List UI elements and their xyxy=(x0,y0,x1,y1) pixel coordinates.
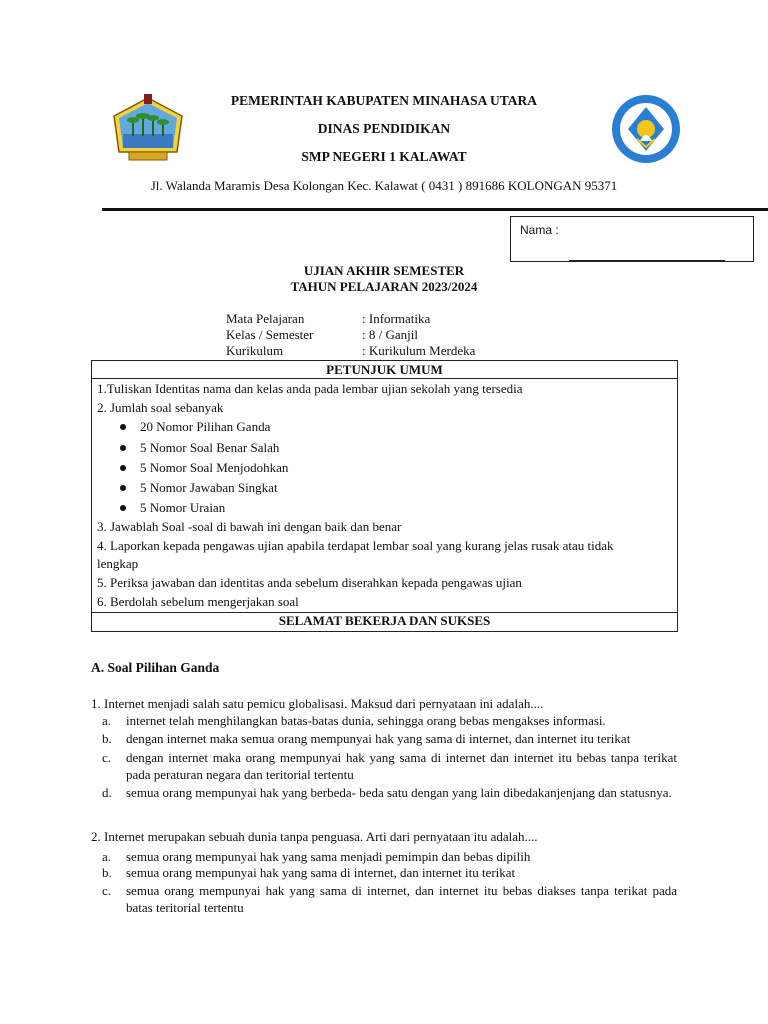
name-underline xyxy=(569,260,725,261)
answer-option[interactable] xyxy=(102,882,677,916)
option-letter: a. xyxy=(102,713,112,728)
option-text: semua orang mempunyai hak yang sama di internet, dan internet itu bebas diakses tanpa terikat pada batas teritorial tertentu xyxy=(126,883,677,915)
instruction-4: 4. Laporkan kepada pengawas ujian apabila terdapat lembar soal yang kurang jelas rusak atau tidak xyxy=(97,538,614,553)
meta-value: : Kurikulum Merdeka xyxy=(362,343,476,358)
answer-option[interactable] xyxy=(102,730,677,747)
list-item: 20 Nomor Pilihan Ganda xyxy=(120,419,270,435)
header-divider xyxy=(102,208,768,211)
option-text: internet telah menghilangkan batas-batas dunia, sehingga orang bebas mengakses informasi. xyxy=(126,713,606,728)
option-letter: c. xyxy=(102,883,112,898)
meta-key: Kelas / Semester xyxy=(226,327,314,342)
answer-option[interactable] xyxy=(102,712,677,729)
meta-key: Kurikulum xyxy=(226,343,284,358)
option-text: dengan internet maka orang mempunyai hak yang sama di internet dan internet itu bebas tanpa terikat pada peraturan negara dan teritorial tertentu xyxy=(126,750,677,782)
name-label: Nama : xyxy=(520,223,559,237)
question-2: 2. Internet merupakan sebuah dunia tanpa penguasa. Arti dari pernyataan itu adalah.... xyxy=(91,829,538,844)
instructions-title: PETUNJUK UMUM xyxy=(326,362,443,377)
bullet-icon xyxy=(120,485,126,491)
meta-key: Mata Pelajaran xyxy=(226,311,305,326)
option-letter: b. xyxy=(102,865,112,880)
meta-value: : Informatika xyxy=(362,311,431,326)
bullet-icon xyxy=(120,505,126,511)
instruction-6: 6. Berdolah sebelum mengerjakan soal xyxy=(97,594,299,609)
option-text: dengan internet maka semua orang mempunyai hak yang sama di internet, dan internet itu terikat xyxy=(126,731,631,746)
list-item: 5 Nomor Uraian xyxy=(120,500,225,516)
header-department: DINAS PENDIDIKAN xyxy=(317,121,451,136)
meta-value: : 8 / Ganjil xyxy=(362,327,418,342)
instructions-footer: SELAMAT BEKERJA DAN SUKSES xyxy=(278,613,491,628)
option-text: semua orang mempunyai hak yang berbeda- beda satu dengan yang lain dibedakanjenjang dan statusnya. xyxy=(126,785,672,800)
table-divider xyxy=(92,378,677,379)
exam-title: UJIAN AKHIR SEMESTER xyxy=(303,263,465,278)
answer-option[interactable] xyxy=(102,784,677,801)
school-address: Jl. Walanda Maramis Desa Kolongan Kec. Kalawat ( 0431 ) 891686 KOLONGAN 95371 xyxy=(150,178,618,193)
option-text: semua orang mempunyai hak yang sama menjadi pemimpin dan bebas dipilih xyxy=(126,849,531,864)
section-title: A. Soal Pilihan Ganda xyxy=(91,660,220,675)
list-item: 5 Nomor Soal Benar Salah xyxy=(120,440,279,456)
bullet-icon xyxy=(120,445,126,451)
instruction-2: 2. Jumlah soal sebanyak xyxy=(97,400,224,415)
answer-option[interactable] xyxy=(102,848,677,865)
list-item: 5 Nomor Jawaban Singkat xyxy=(120,480,278,496)
header-government: PEMERINTAH KABUPATEN MINAHASA UTARA xyxy=(230,93,538,108)
list-item: 5 Nomor Soal Menjodohkan xyxy=(120,460,288,476)
bullet-icon xyxy=(120,424,126,430)
instruction-5: 5. Periksa jawaban dan identitas anda sebelum diserahkan kepada pengawas ujian xyxy=(97,575,522,590)
option-text: semua orang mempunyai hak yang sama di internet, dan internet itu terikat xyxy=(126,865,516,880)
instructions-table xyxy=(91,360,678,632)
instruction-4-cont: lengkap xyxy=(97,556,139,571)
answer-option[interactable] xyxy=(102,749,677,783)
option-letter: c. xyxy=(102,750,112,765)
exam-year: TAHUN PELAJARAN 2023/2024 xyxy=(290,279,478,294)
header-school: SMP NEGERI 1 KALAWAT xyxy=(301,149,467,164)
option-letter: d. xyxy=(102,785,112,800)
bullet-icon xyxy=(120,465,126,471)
option-letter: b. xyxy=(102,731,112,746)
question-1: 1. Internet menjadi salah satu pemicu globalisasi. Maksud dari pernyataan ini adalah.... xyxy=(91,696,544,711)
instruction-1: 1.Tuliskan Identitas nama dan kelas anda pada lembar ujian sekolah yang tersedia xyxy=(97,381,523,396)
name-field[interactable] xyxy=(510,216,754,262)
option-letter: a. xyxy=(102,849,112,864)
instruction-3: 3. Jawablah Soal -soal di bawah ini dengan baik dan benar xyxy=(97,519,402,534)
answer-option[interactable] xyxy=(102,864,677,881)
